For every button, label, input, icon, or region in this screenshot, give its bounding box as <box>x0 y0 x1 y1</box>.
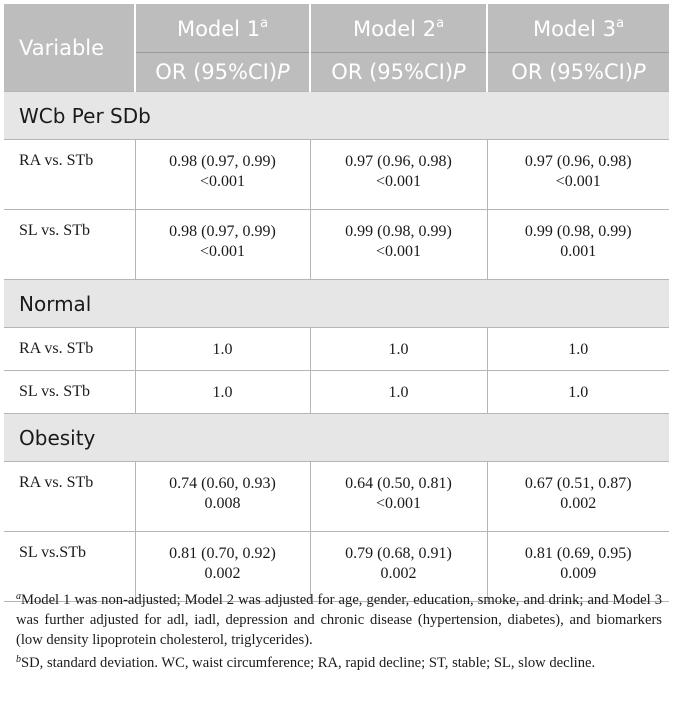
p-value: <0.001 <box>375 243 422 260</box>
p-value: 0.009 <box>560 565 597 582</box>
table-cell <box>135 210 310 280</box>
or-value: 0.98 (0.97, 0.99) <box>169 153 276 170</box>
header-variable: Variable <box>4 4 135 92</box>
or-value: 0.98 (0.97, 0.99) <box>169 223 276 240</box>
p-value: 0.008 <box>204 495 241 512</box>
model-1-name: Model 1 <box>176 16 261 41</box>
model-1-sup: a <box>260 15 269 31</box>
model-3-sup: a <box>616 15 625 31</box>
row-label: RA vs. STb <box>4 140 135 210</box>
or-value: 1.0 <box>388 384 409 401</box>
footnote-mark: b <box>16 654 21 665</box>
or-value: 0.64 (0.50, 0.81) <box>345 475 452 492</box>
p-value: 0.001 <box>560 243 597 260</box>
header-model-2 <box>310 4 487 53</box>
footnote-b <box>16 650 662 673</box>
table-cell <box>135 371 310 414</box>
p-value: <0.001 <box>555 173 601 190</box>
or-value: 1.0 <box>212 341 233 358</box>
row-label: SL vs. STb <box>4 210 135 280</box>
header-model-3 <box>487 4 669 53</box>
table-row <box>4 462 669 532</box>
or-ci-label: OR (95%CI) <box>511 60 634 84</box>
section-title: WCb Per SDb <box>4 92 669 140</box>
table-cell <box>310 462 487 532</box>
or-value: 1.0 <box>388 341 409 358</box>
table-cell <box>487 462 669 532</box>
subheader-model-1 <box>135 53 310 92</box>
p-value: <0.001 <box>199 243 246 260</box>
table-row <box>4 371 669 414</box>
p-value: 0.002 <box>380 565 417 582</box>
p-value: <0.001 <box>375 495 422 512</box>
table-cell <box>310 328 487 371</box>
p-value: 0.002 <box>560 495 597 512</box>
row-label: SL vs. STb <box>4 371 135 414</box>
p-value: 0.002 <box>204 565 241 582</box>
footnote-text: Model 1 was non-adjusted; Model 2 was adjusted for age, gender, education, smoke, and drink; and Model 3 was further adjusted for adl, iadl, depression and chronic disease (hypertension, diabetes), and biomarkers (low density lipoprotein cholesterol, triglycerides). <box>16 592 662 648</box>
model-2-name: Model 2 <box>352 16 437 41</box>
or-value: 0.81 (0.69, 0.95) <box>524 545 632 562</box>
or-value: 0.67 (0.51, 0.87) <box>524 475 632 492</box>
or-value: 0.97 (0.96, 0.98) <box>345 153 452 170</box>
or-value: 0.79 (0.68, 0.91) <box>345 545 452 562</box>
or-ci-label: OR (95%CI) <box>155 60 278 84</box>
table-cell <box>310 210 487 280</box>
table-cell <box>135 462 310 532</box>
table-cell <box>487 328 669 371</box>
or-value: 0.74 (0.60, 0.93) <box>169 475 276 492</box>
p-label: P <box>633 60 646 84</box>
or-value: 1.0 <box>568 384 589 401</box>
table-row <box>4 210 669 280</box>
table-cell <box>487 140 669 210</box>
or-value: 0.81 (0.70, 0.92) <box>169 545 276 562</box>
section-title: Obesity <box>4 414 669 462</box>
model-3-name: Model 3 <box>532 16 617 41</box>
table-row <box>4 140 669 210</box>
or-value: 1.0 <box>212 384 233 401</box>
table-cell <box>310 140 487 210</box>
or-value: 0.97 (0.96, 0.98) <box>524 153 632 170</box>
subheader-model-3 <box>487 53 669 92</box>
results-table <box>4 4 669 602</box>
p-label: P <box>277 60 290 84</box>
table-cell <box>135 328 310 371</box>
row-label: RA vs. STb <box>4 462 135 532</box>
row-label: RA vs. STb <box>4 328 135 371</box>
footnote-a <box>16 587 662 650</box>
or-ci-label: OR (95%CI) <box>331 60 454 84</box>
or-value: 0.99 (0.98, 0.99) <box>524 223 632 240</box>
model-2-sup: a <box>436 15 445 31</box>
subheader-model-2 <box>310 53 487 92</box>
footnote-mark: a <box>16 591 21 602</box>
header-model-1 <box>135 4 310 53</box>
row-label: SL vs.STb <box>4 532 135 602</box>
table-row <box>4 328 669 371</box>
p-value: <0.001 <box>199 173 246 190</box>
table-cell <box>487 210 669 280</box>
section-title: Normal <box>4 280 669 328</box>
table-cell <box>135 140 310 210</box>
footnote-text: SD, standard deviation. WC, waist circumference; RA, rapid decline; ST, stable; SL, slow decline. <box>21 655 596 671</box>
or-value: 1.0 <box>568 341 589 358</box>
table-footnotes <box>16 587 662 673</box>
or-value: 0.99 (0.98, 0.99) <box>345 223 452 240</box>
table-cell <box>487 371 669 414</box>
table-cell <box>310 371 487 414</box>
p-label: P <box>453 60 466 84</box>
p-value: <0.001 <box>375 173 422 190</box>
